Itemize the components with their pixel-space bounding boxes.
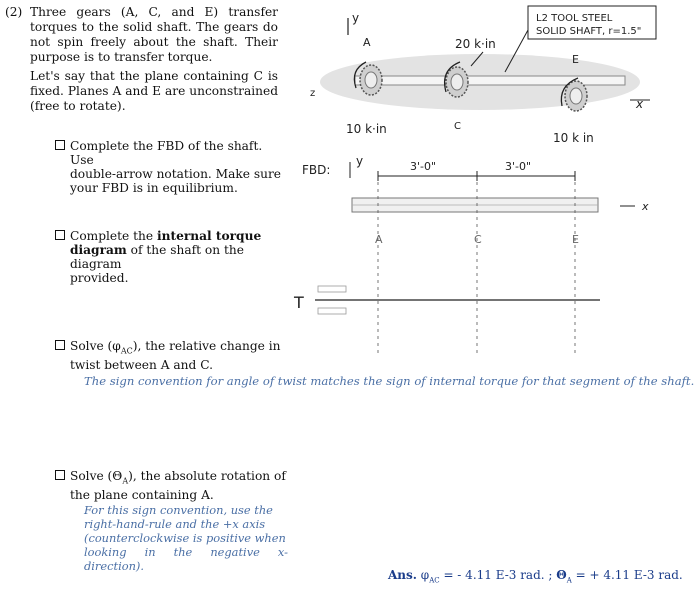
checkbox-fbd[interactable] (55, 140, 65, 150)
label-e: E (572, 53, 579, 66)
gear-c (446, 67, 468, 97)
torque-a: 10 k·in (346, 122, 387, 136)
label-a: A (363, 36, 371, 49)
negative-torque-icon (318, 308, 346, 314)
gear-a (360, 65, 382, 95)
dim-1: 3'-0" (410, 160, 437, 173)
positive-torque-icon (318, 286, 346, 292)
problem-number: (2) (5, 5, 23, 19)
x-label: x (636, 97, 644, 111)
shaft (355, 76, 625, 85)
y-label: y (352, 11, 360, 25)
task-torque-diagram[interactable]: Complete the internal torque diagram of the shaft on the diagram provided. (70, 229, 285, 285)
fbd-point-c: C (474, 233, 482, 246)
fbd-x-label: x (642, 200, 649, 213)
note-paragraph: Let's say that the plane containing C is fixed. Planes A and E are unconstrained (free to rotate). (30, 69, 278, 113)
checkbox-solve-theta[interactable] (55, 470, 65, 480)
torque-e: 10 k in (553, 131, 594, 145)
gear-e (565, 81, 587, 111)
fbd-label: FBD: (302, 163, 331, 177)
z-label: z (310, 88, 316, 99)
sign-note: The sign convention for angle of twist matches the sign of internal torque for that segment of the shaft. (84, 374, 695, 388)
label-c: C (454, 121, 461, 132)
dim-2: 3'-0" (505, 160, 532, 173)
fbd-y-label: y (356, 154, 364, 168)
fbd-point-a: A (375, 233, 383, 246)
shaft-figure (300, 0, 700, 150)
sign-convention-note: For this sign convention, use the right-hand-rule and the +x axis (counterclockwise is positive when looking in the negative x-direction). (84, 503, 288, 573)
problem-statement (5, 5, 278, 118)
checkbox-torque-diagram[interactable] (55, 230, 65, 240)
fbd-point-e: E (572, 233, 579, 246)
task-solve-phi[interactable]: Solve $(\varphi_{AC})$, the relative change in twist between A and C. (70, 339, 330, 372)
torque-c: 20 k·in (455, 37, 496, 51)
answer-line: Ans. $\varphi_{AC}$ = - 4.11 E-3 rad. ; $\Theta_A$ = + 4.11 E-3 rad. (388, 568, 683, 585)
task-solve-theta[interactable]: Solve $(\Theta_A)$, the absolute rotation of the plane containing A. (70, 469, 330, 502)
intro-paragraph: Three gears (A, C, and E) transfer torques to the solid shaft. The gears do not spin freely about the shaft. Their purpose is to transfer torque. (30, 5, 278, 64)
material-line-1: L2 TOOL STEEL (536, 13, 613, 24)
task-fbd[interactable]: Complete the FBD of the shaft. Use double-arrow notation. Make sure your FBD is in equilibrium. (70, 139, 285, 195)
material-line-2: SOLID SHAFT, r=1.5" (536, 26, 642, 37)
fbd-figure (290, 150, 700, 360)
checkbox-solve-phi[interactable] (55, 340, 65, 350)
t-axis-label: T (294, 293, 304, 312)
